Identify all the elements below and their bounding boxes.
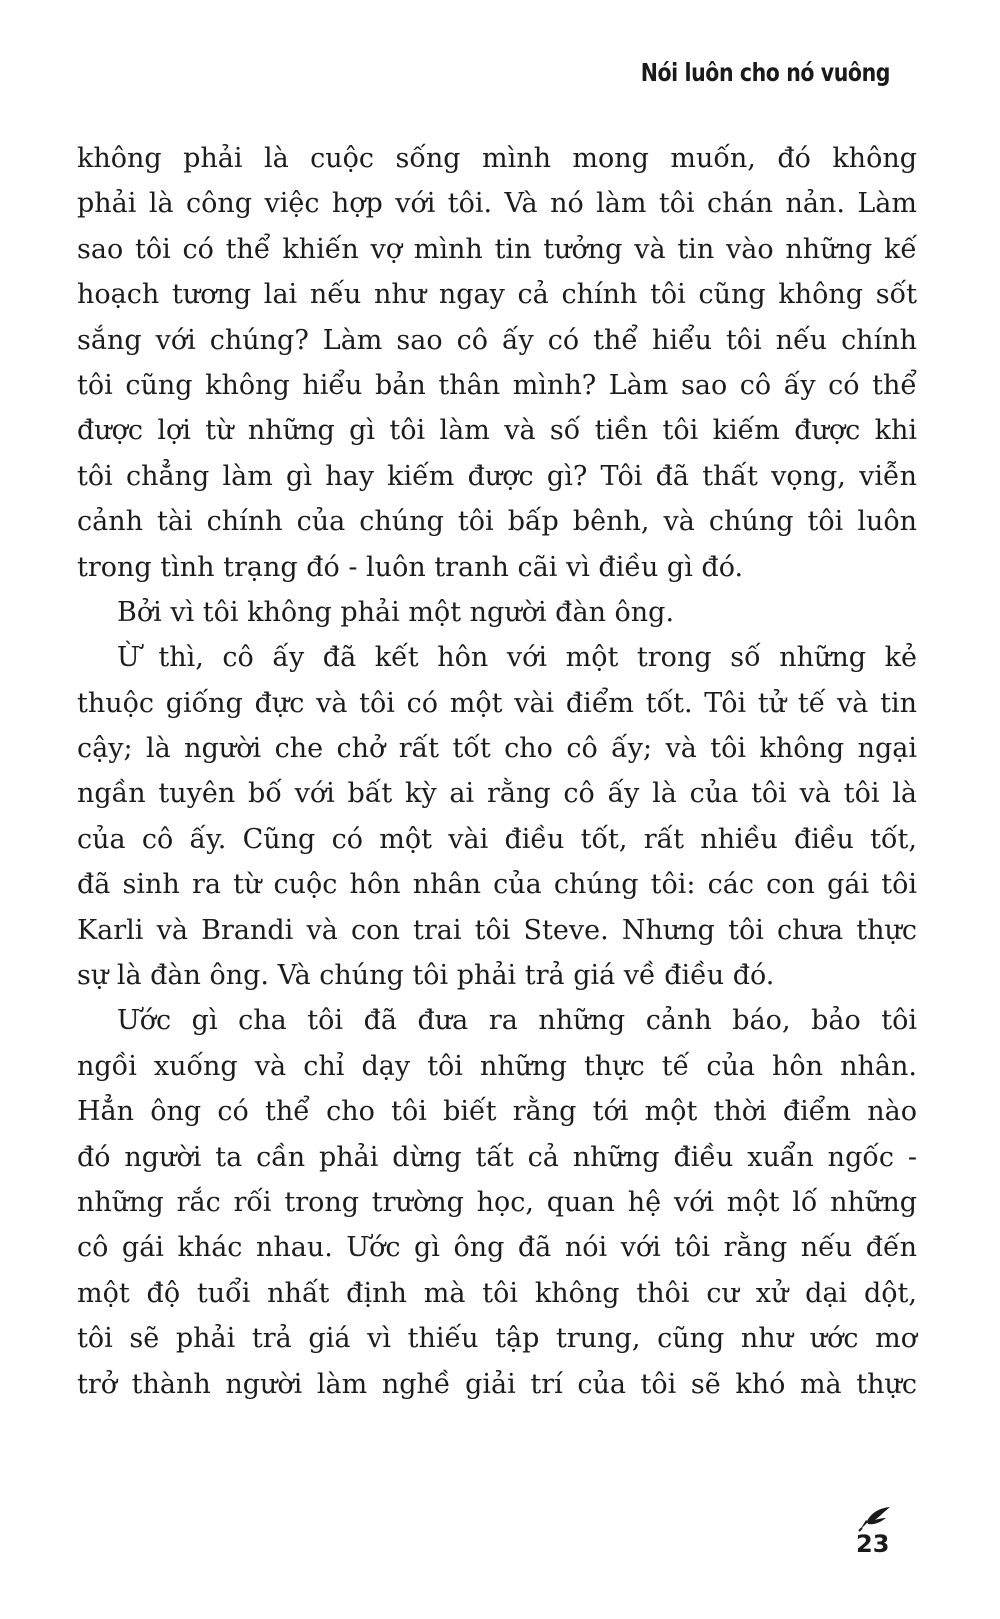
- running-header: Nói luôn cho nó vuông: [640, 58, 890, 87]
- text-line: Hẳn ông có thể cho tôi biết rằng tới một thời điểm nào: [77, 1096, 917, 1128]
- text-line: của cô ấy. Cũng có một vài điều tốt, rất nhiều điều tốt,: [77, 823, 917, 855]
- text-line: được lợi từ những gì tôi làm và số tiền tôi kiếm được khi: [77, 415, 917, 447]
- text-line: cảnh tài chính của chúng tôi bấp bênh, và chúng tôi luôn: [77, 506, 917, 538]
- text-line: một độ tuổi nhất định mà tôi không thôi cư xử dại dột,: [77, 1277, 917, 1309]
- text-line: trở thành người làm nghề giải trí của tôi sẽ khó mà thực: [77, 1368, 917, 1400]
- text-line: cậy; là người che chở rất tốt cho cô ấy; và tôi không ngại: [77, 733, 917, 765]
- text-line: phải là công việc hợp với tôi. Và nó làm tôi chán nản. Làm: [77, 188, 917, 220]
- text-line: ngồi xuống và chỉ dạy tôi những thực tế của hôn nhân.: [77, 1050, 917, 1082]
- text-line: thuộc giống đực và tôi có một vài điểm tốt. Tôi tử tế và tin: [77, 687, 917, 719]
- text-line: ngần tuyên bố với bất kỳ ai rằng cô ấy là của tôi và tôi là: [77, 778, 917, 810]
- text-line: đã sinh ra từ cuộc hôn nhân của chúng tôi: các con gái tôi: [77, 869, 917, 901]
- text-line: trong tình trạng đó - luôn tranh cãi vì điều gì đó.: [77, 551, 744, 583]
- quill-pen-icon: [858, 1506, 892, 1532]
- text-line: sắng với chúng? Làm sao cô ấy có thể hiểu tôi nếu chính: [77, 324, 917, 356]
- text-line: Ước gì cha tôi đã đưa ra những cảnh báo, bảo tôi: [117, 1005, 917, 1037]
- text-line: không phải là cuộc sống mình mong muốn, đó không: [77, 143, 917, 174]
- text-line: hoạch tương lai nếu như ngay cả chính tôi cũng không sốt: [77, 279, 917, 311]
- text-line: tôi cũng không hiểu bản thân mình? Làm sao cô ấy có thể: [77, 369, 917, 401]
- text-line: Bởi vì tôi không phải một người đàn ông.: [117, 596, 675, 628]
- text-line: tôi chẳng làm gì hay kiếm được gì? Tôi đã thất vọng, viễn: [77, 460, 917, 492]
- text-line: cô gái khác nhau. Ước gì ông đã nói với tôi rằng nếu đến: [77, 1232, 917, 1264]
- text-line: những rắc rối trong trường học, quan hệ với một lố những: [77, 1186, 917, 1218]
- body-text: [77, 136, 917, 1407]
- text-line: tôi sẽ phải trả giá vì thiếu tập trung, cũng như ước mơ: [77, 1323, 917, 1355]
- text-line: sự là đàn ông. Và chúng tôi phải trả giá về điều đó.: [77, 960, 775, 992]
- text-line: sao tôi có thể khiến vợ mình tin tưởng và tin vào những kế: [77, 233, 917, 265]
- text-line: Ừ thì, cô ấy đã kết hôn với một trong số những kẻ: [117, 642, 917, 674]
- text-line: đó người ta cần phải dừng tất cả những điều xuẩn ngốc -: [77, 1141, 917, 1173]
- page-number: 23: [856, 1530, 890, 1558]
- text-line: Karli và Brandi và con trai tôi Steve. Nhưng tôi chưa thực: [77, 914, 917, 946]
